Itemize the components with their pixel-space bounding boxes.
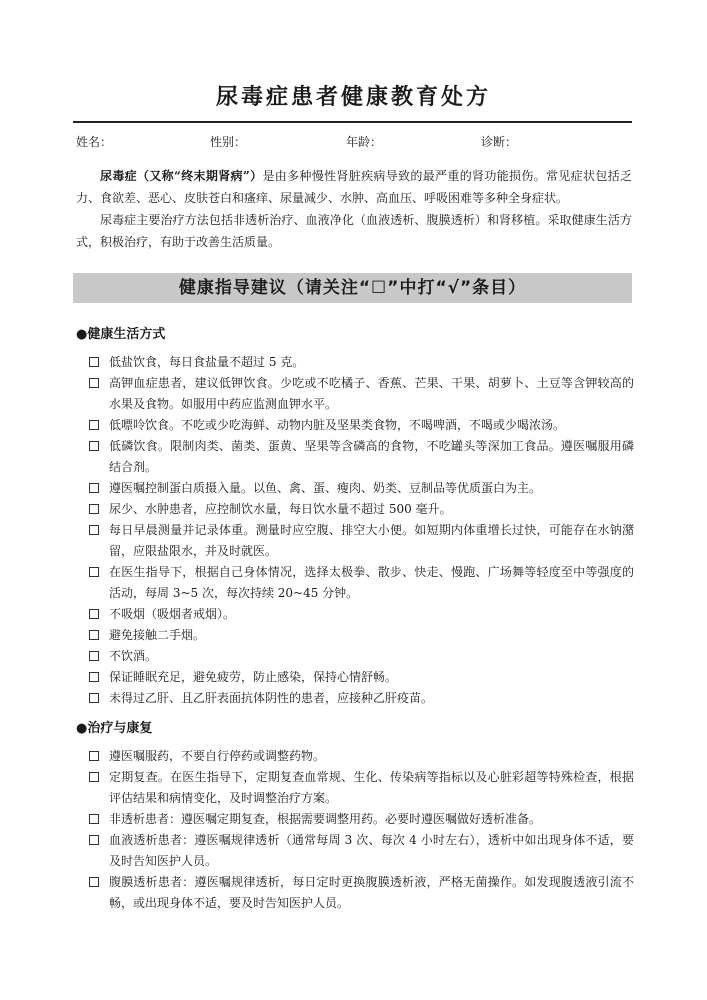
checklist-item bbox=[88, 830, 634, 872]
checkbox[interactable] bbox=[89, 609, 99, 619]
checklist-item bbox=[88, 746, 634, 767]
checklist-item bbox=[88, 872, 634, 914]
page-title: 尿毒症患者健康教育处方 bbox=[215, 85, 491, 110]
checklist-item bbox=[88, 352, 634, 373]
checkbox[interactable] bbox=[89, 504, 99, 514]
intro-text bbox=[76, 165, 632, 253]
checkbox[interactable] bbox=[89, 772, 99, 782]
checkbox[interactable] bbox=[89, 483, 99, 493]
guidance-banner: 健康指导建议（请关注“☐”中打“√”条目） bbox=[73, 273, 632, 303]
checklist-item bbox=[88, 562, 634, 604]
checklist-item-text: 遵医嘱控制蛋白质摄入量。以鱼、禽、蛋、瘦肉、奶类、豆制品等优质蛋白为主。 bbox=[109, 481, 542, 495]
checklist-item bbox=[88, 646, 634, 667]
checklist-item bbox=[88, 625, 634, 646]
name-field-label: 姓名： bbox=[76, 135, 113, 149]
checklist-item bbox=[88, 809, 634, 830]
checkbox[interactable] bbox=[89, 751, 99, 761]
intro-paragraph-2: 尿毒症主要治疗方法包括非透析治疗、血液净化（血液透析、腹膜透析）和肾移植。采取健康生活方式，积极治疗，有助于改善生活质量。 bbox=[76, 213, 632, 249]
checklist-item bbox=[88, 604, 634, 625]
checkbox[interactable] bbox=[89, 441, 99, 451]
checklist-item-text: 血液透析患者：遵医嘱规律透析（通常每周 3 次、每次 4 小时左右），透析中如出现身体不适，要及时告知医护人员。 bbox=[109, 833, 634, 868]
checklist-item-text: 保证睡眠充足，避免疲劳，防止感染，保持心情舒畅。 bbox=[109, 670, 398, 684]
gender-field-label: 性别： bbox=[210, 135, 247, 149]
checkbox[interactable] bbox=[89, 525, 99, 535]
diagnosis-field-label: 诊断： bbox=[481, 135, 518, 149]
checklist-item bbox=[88, 373, 634, 415]
checkbox[interactable] bbox=[89, 357, 99, 367]
section-heading-treatment: ●治疗与康复 bbox=[76, 721, 153, 736]
checklist-item bbox=[88, 667, 634, 688]
checklist-item-text: 低盐饮食，每日食盐量不超过 5 克。 bbox=[109, 355, 305, 369]
checklist-item-text: 低嘌呤饮食。不吃或少吃海鲜、动物内脏及坚果类食物，不喝啤酒，不喝或少喝浓汤。 bbox=[109, 418, 566, 432]
intro-paragraph-1 bbox=[76, 165, 632, 209]
checklist-item-text: 每日早晨测量并记录体重。测量时应空腹、排空大小便。如短期内体重增长过快，可能存在水钠潴留，应限盐限水，并及时就医。 bbox=[109, 523, 634, 558]
checklist-item-text: 定期复查。在医生指导下，定期复查血常规、生化、传染病等指标以及心脏彩超等特殊检查，根据评估结果和病情变化，及时调整治疗方案。 bbox=[109, 770, 634, 805]
checkbox[interactable] bbox=[89, 420, 99, 430]
checklist-item bbox=[88, 767, 634, 809]
checklist-item-text: 非透析患者：遵医嘱定期复查，根据需要调整用药。必要时遵医嘱做好透析准备。 bbox=[109, 812, 542, 826]
checklist-item-text: 尿少、水肿患者，应控制饮水量，每日饮水量不超过 500 毫升。 bbox=[109, 502, 452, 516]
checklist-item-text: 高钾血症患者，建议低钾饮食。少吃或不吃橘子、香蕉、芒果、干果、胡萝卜、土豆等含钾较高的水果及食物。如服用中药应监测血钾水平。 bbox=[109, 376, 634, 411]
checklist-item-text: 不饮酒。 bbox=[109, 649, 158, 663]
checklist-item bbox=[88, 520, 634, 562]
checklist-item-text: 腹膜透析患者：遵医嘱规律透析，每日定时更换腹膜透析液，严格无菌操作。如发现腹透液引流不畅，或出现身体不适，要及时告知医护人员。 bbox=[109, 875, 634, 910]
checklist-item-text: 低磷饮食。限制肉类、菌类、蛋黄、坚果等含磷高的食物，不吃罐头等深加工食品。遵医嘱服用磷结合剂。 bbox=[109, 439, 634, 474]
checkbox[interactable] bbox=[89, 651, 99, 661]
intro-term-alias: （又称“终末期肾病”） bbox=[137, 169, 263, 183]
checklist-item-text: 遵医嘱服药，不要自行停药或调整药物。 bbox=[109, 749, 326, 763]
checkbox[interactable] bbox=[89, 630, 99, 640]
age-field-label: 年龄： bbox=[346, 135, 383, 149]
intro-paragraph-1-text: 是由多种慢性肾脏疾病导致的最严重的肾功能损伤。常见症状包括乏力、食欲差、恶心、皮肤苍白和瘙痒、尿量减少、水肿、高血压、呼吸困难等多种全身症状。 bbox=[76, 169, 632, 205]
patient-info-row bbox=[76, 133, 632, 151]
checklist-item bbox=[88, 436, 634, 478]
lifestyle-checklist bbox=[88, 352, 634, 709]
checkbox[interactable] bbox=[89, 877, 99, 887]
checklist-item bbox=[88, 688, 634, 709]
checklist-item-text: 避免接触二手烟。 bbox=[109, 628, 206, 642]
title-divider bbox=[73, 121, 632, 123]
treatment-checklist bbox=[88, 746, 634, 914]
checklist-item bbox=[88, 478, 634, 499]
intro-term: 尿毒症 bbox=[100, 169, 137, 183]
checkbox[interactable] bbox=[89, 835, 99, 845]
checklist-item-text: 不吸烟（吸烟者戒烟）。 bbox=[109, 607, 236, 621]
checkbox[interactable] bbox=[89, 814, 99, 824]
checkbox[interactable] bbox=[89, 672, 99, 682]
checklist-item bbox=[88, 415, 634, 436]
checklist-item bbox=[88, 499, 634, 520]
checklist-item-text: 未得过乙肝、且乙肝表面抗体阴性的患者，应接种乙肝疫苗。 bbox=[109, 691, 434, 705]
checklist-item-text: 在医生指导下，根据自己身体情况，选择太极拳、散步、快走、慢跑、广场舞等轻度至中等强度的活动，每周 3~5 次，每次持续 20~45 分钟。 bbox=[109, 565, 634, 600]
checkbox[interactable] bbox=[89, 693, 99, 703]
checkbox[interactable] bbox=[89, 378, 99, 388]
section-heading-lifestyle: ●健康生活方式 bbox=[76, 327, 166, 342]
checkbox[interactable] bbox=[89, 567, 99, 577]
